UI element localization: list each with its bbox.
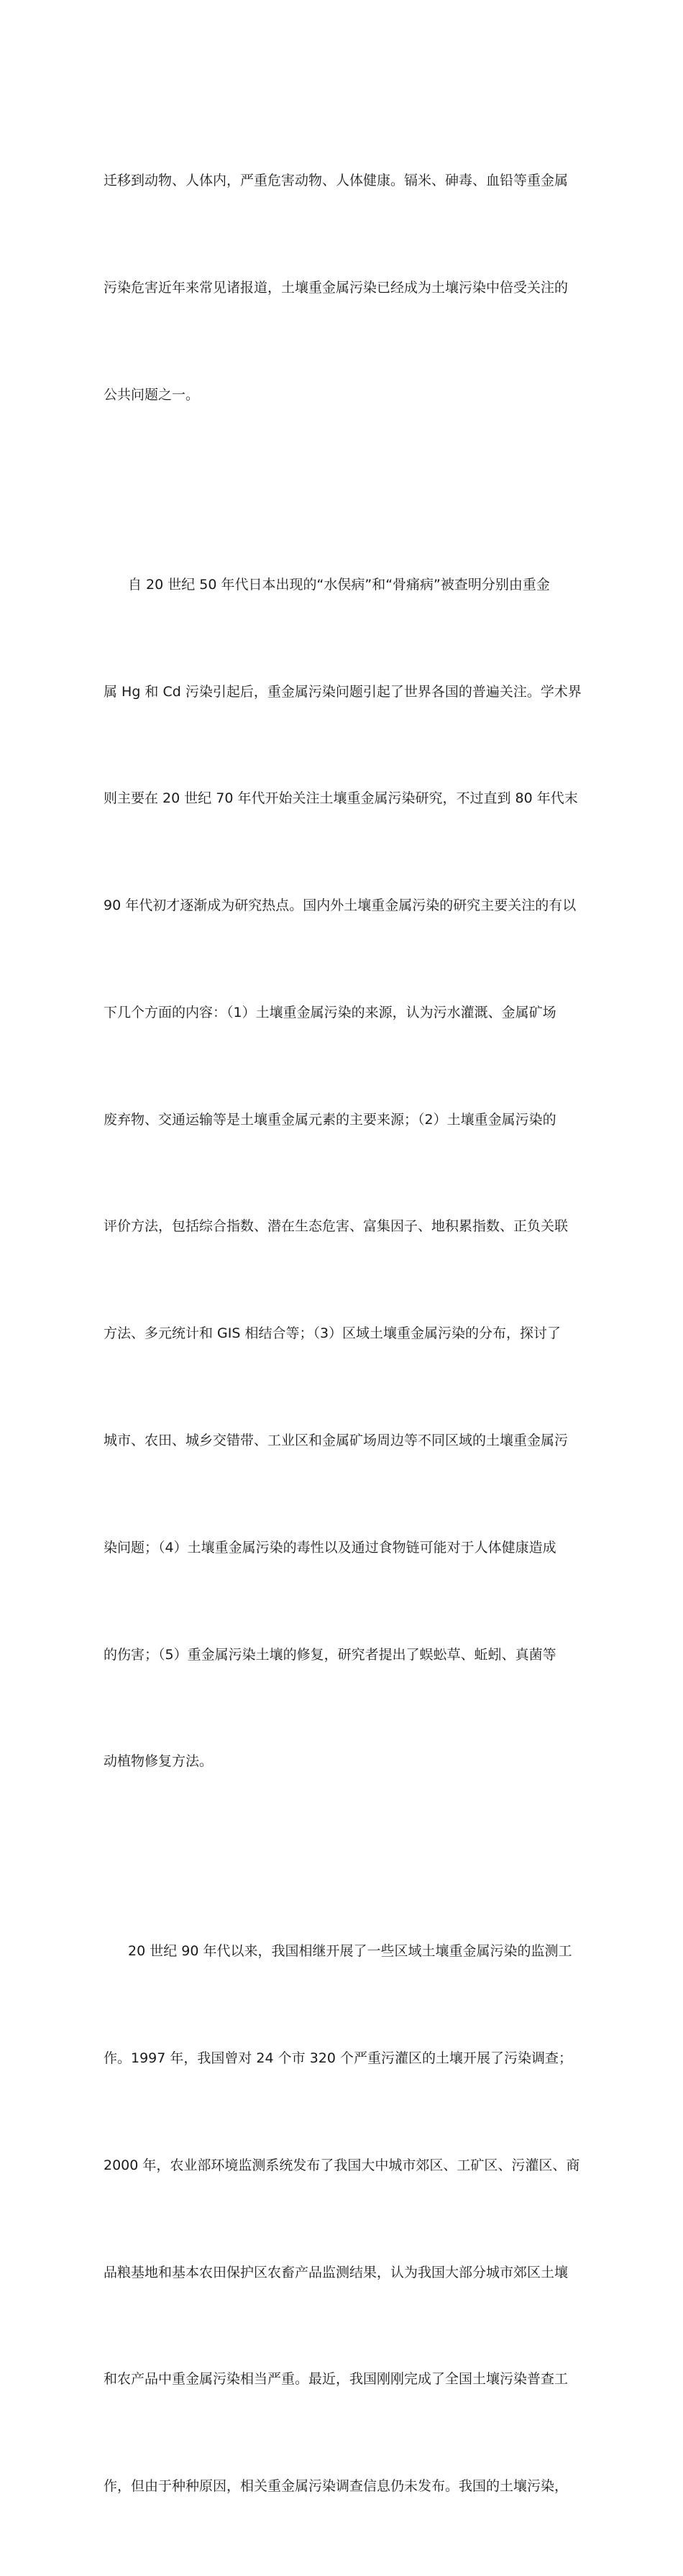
document-body [104,92,581,2576]
paragraph-line: 城市、农田、城乡交错带、工业区和金属矿场周边等不同区域的土壤重金属污 [104,1432,569,1448]
paragraph-2 [104,496,581,1852]
paragraph-line: 废弃物、交通运输等是土壤重金属元素的主要来源；（2）土壤重金属污染的 [104,1111,556,1128]
paragraph-line: 评价方法，包括综合指数、潜在生态危害、富集因子、地积累指数、正负关联 [104,1218,569,1235]
paragraph-line: 和农产品中重金属污染相当严重。最近，我国刚刚完成了全国土壤污染普查工 [104,2371,569,2388]
paragraph-line: 则主要在 20 世纪 70 年代开始关注土壤重金属污染研究，不过直到 80 年代末 [104,790,578,807]
paragraph-line: 品粮基地和基本农田保护区农畜产品监测结果，认为我国大部分城市郊区土壤 [104,2264,569,2280]
paragraph-gap [104,485,581,496]
paragraph-gap [104,1851,581,1863]
paragraph-line: 污染危害近年来常见诸报道，土壤重金属污染已经成为土壤污染中倍受关注的 [104,279,569,296]
paragraph-line: 90 年代初才逐渐成为研究热点。国内外土壤重金属污染的研究主要关注的有以 [104,898,577,914]
paragraph-line: 自 20 世纪 50 年代日本出现的“水俣病”和“骨痛病”被查明分别由重金 [128,576,550,593]
paragraph-line: 公共问题之一。 [104,386,200,403]
paragraph-line: 作，但由于种种原因，相关重金属污染调查信息仍未发布。我国的土壤污染， [104,2478,569,2495]
paragraph-line: 方法、多元统计和 GIS 相结合等；（3）区域土壤重金属污染的分布，探讨了 [104,1325,561,1342]
paragraph-line: 作。1997 年，我国曾对 24 个市 320 个严重污灌区的土壤开展了污染调查； [104,2050,572,2067]
paragraph-line: 2000 年，农业部环境监测系统发布了我国大中城市郊区、工矿区、污灌区、商 [104,2157,580,2173]
paragraph-line: 的伤害；（5）重金属污染土壤的修复，研究者提出了蜈蚣草、蚯蚓、真菌等 [104,1646,556,1663]
paragraph-line: 属 Hg 和 Cd 污染引起后，重金属污染问题引起了世界各国的普遍关注。学术界 [104,683,582,700]
paragraph-line: 下几个方面的内容：（1）土壤重金属污染的来源，认为污水灌溉、金属矿场 [104,1004,556,1020]
paragraph-line: 迁移到动物、人体内，严重危害动物、人体健康。镉米、砷毒、血铅等重金属 [104,173,569,189]
paragraph-1 [104,92,581,485]
paragraph-line: 20 世纪 90 年代以来，我国相继开展了一些区域土壤重金属污染的监测工 [128,1943,572,1960]
paragraph-3 [104,1863,581,2576]
paragraph-line: 动植物修复方法。 [104,1753,214,1770]
paragraph-line: 染问题；（4）土壤重金属污染的毒性以及通过食物链可能对于人体健康造成 [104,1539,556,1556]
